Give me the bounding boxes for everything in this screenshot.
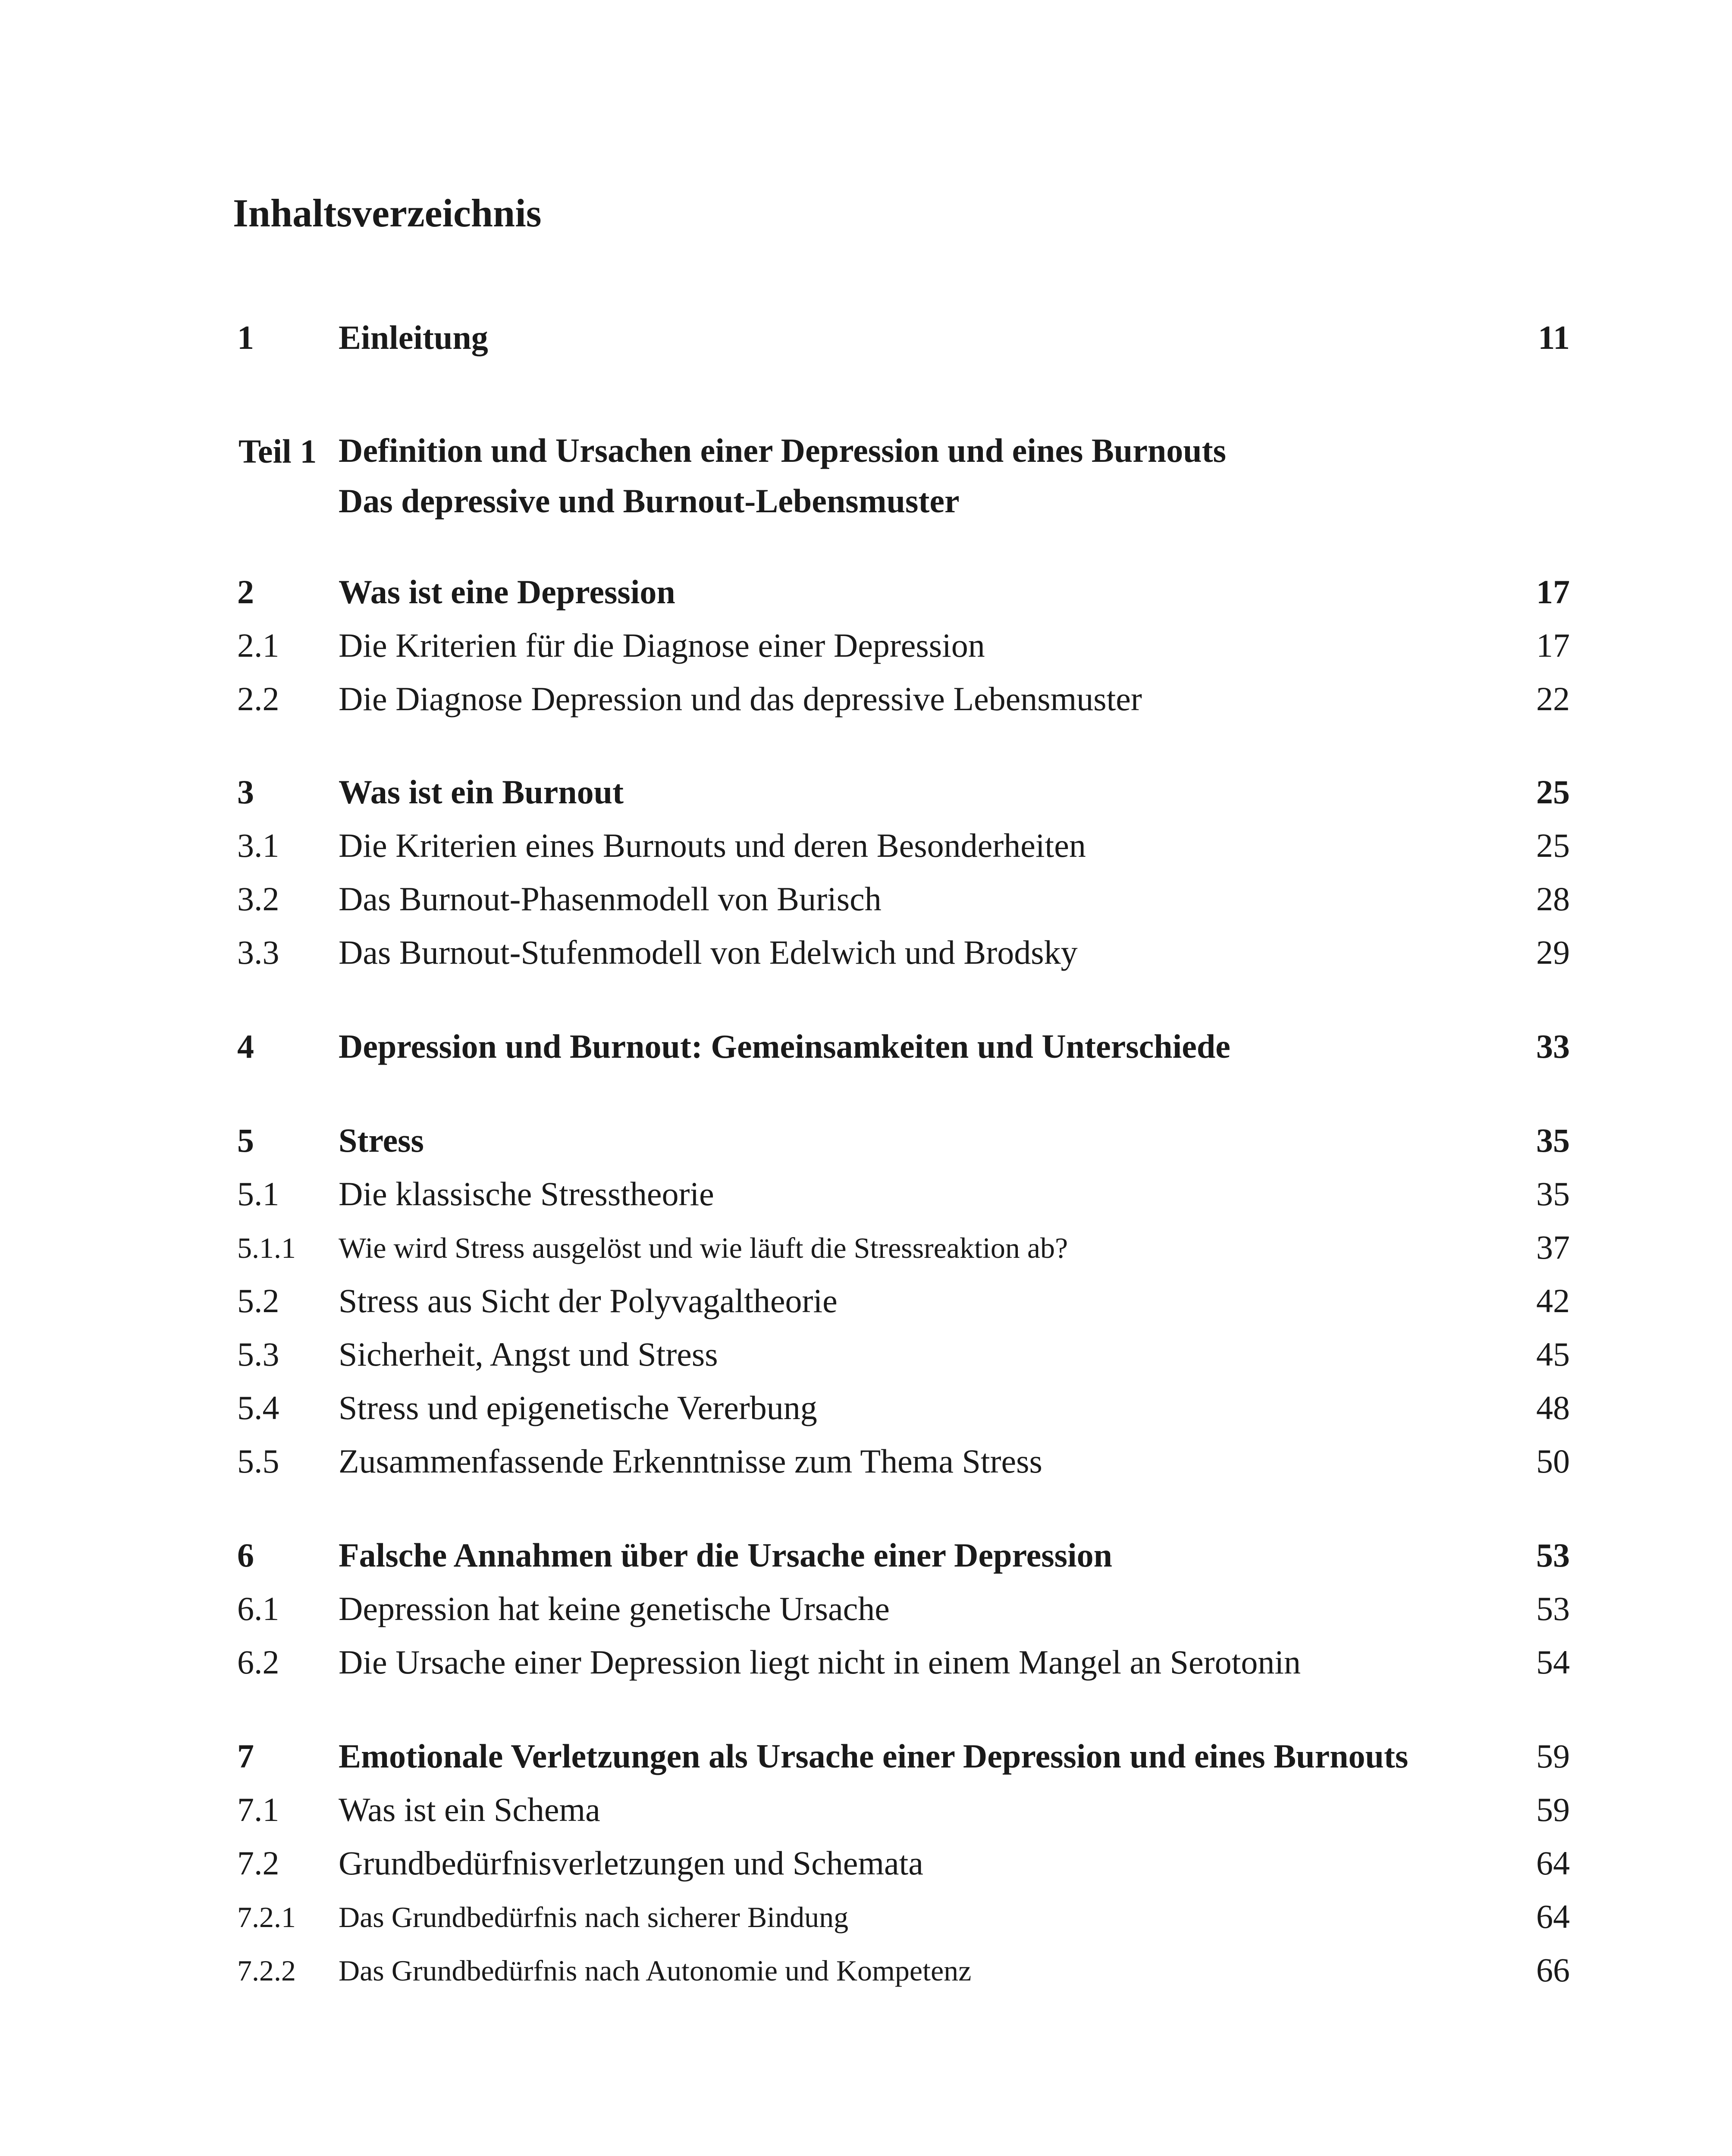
entry-number: 2.1 <box>237 627 279 664</box>
entry-title: Sicherheit, Angst und Stress <box>339 1335 718 1373</box>
entry-number: 6 <box>237 1536 254 1574</box>
entry-title: Die Diagnose Depression und das depressive Lebensmuster <box>339 680 1142 718</box>
entry-page: 17 <box>1536 573 1570 611</box>
entry-number: 5.2 <box>237 1282 279 1319</box>
entry-number: 3.3 <box>237 934 279 971</box>
entry-title: Definition und Ursachen einer Depression und eines Burnouts <box>339 432 1226 469</box>
entry-title: Was ist ein Schema <box>339 1791 600 1828</box>
entry-title: Depression und Burnout: Gemeinsamkeiten und Unterschiede <box>339 1028 1230 1065</box>
entry-page: 11 <box>1538 319 1570 356</box>
entry-page: 53 <box>1536 1536 1570 1574</box>
entry-title: Was ist eine Depression <box>339 573 675 611</box>
entry-number: 1 <box>237 319 254 356</box>
entry-number: 2.2 <box>237 680 279 718</box>
entry-title: Stress <box>339 1122 424 1159</box>
entry-number: 2 <box>237 573 254 611</box>
entry-title: Falsche Annahmen über die Ursache einer Depression <box>339 1536 1113 1574</box>
entry-title: Das Grundbedürfnis nach Autonomie und Kompetenz <box>339 1954 972 1987</box>
entry-page: 37 <box>1536 1228 1570 1266</box>
entry-title: Emotionale Verletzungen als Ursache einer Depression und eines Burnouts <box>339 1737 1409 1775</box>
entry-title: Die klassische Stresstheorie <box>339 1175 714 1213</box>
entry-title: Die Kriterien eines Burnouts und deren Besonderheiten <box>339 827 1086 864</box>
entry-title: Wie wird Stress ausgelöst und wie läuft die Stressreaktion ab? <box>339 1232 1068 1264</box>
entry-page: 59 <box>1536 1737 1570 1775</box>
entry-title: Einleitung <box>339 319 488 356</box>
entry-page: 59 <box>1536 1791 1570 1828</box>
entry-number: 5.1.1 <box>237 1232 296 1264</box>
entry-page: 29 <box>1536 934 1570 971</box>
entry-number: 3.2 <box>237 880 279 918</box>
entry-page: 33 <box>1536 1028 1570 1065</box>
entry-title: Das Burnout-Phasenmodell von Burisch <box>339 880 882 918</box>
entry-number: 3.1 <box>237 827 279 864</box>
entry-number: 7.1 <box>237 1791 279 1828</box>
entry-title: Grundbedürfnisverletzungen und Schemata <box>339 1844 923 1882</box>
entry-number: 4 <box>237 1028 254 1065</box>
entry-title: Stress aus Sicht der Polyvagaltheorie <box>339 1282 838 1319</box>
entry-title: Das Grundbedürfnis nach sicherer Bindung <box>339 1901 849 1934</box>
entry-subtitle: Das depressive und Burnout-Lebensmuster <box>339 482 960 520</box>
entry-title: Die Ursache einer Depression liegt nicht in einem Mangel an Serotonin <box>339 1643 1301 1681</box>
entry-page: 50 <box>1536 1442 1570 1480</box>
entry-page: 66 <box>1536 1951 1570 1989</box>
entry-page: 64 <box>1536 1844 1570 1882</box>
entry-page: 45 <box>1536 1335 1570 1373</box>
entry-number: 6.1 <box>237 1590 279 1627</box>
entry-number: 5.3 <box>237 1335 279 1373</box>
entry-number: 3 <box>237 773 254 811</box>
entry-number: Teil 1 <box>238 432 317 470</box>
entry-number: 6.2 <box>237 1643 279 1681</box>
entry-page: 28 <box>1536 880 1570 918</box>
entry-page: 54 <box>1536 1643 1570 1681</box>
entry-title: Zusammenfassende Erkenntnisse zum Thema Stress <box>339 1442 1042 1480</box>
entry-title: Die Kriterien für die Diagnose einer Depression <box>339 627 985 664</box>
entry-page: 64 <box>1536 1898 1570 1935</box>
entry-title-block <box>339 425 1226 526</box>
page-title: Inhaltsverzeichnis <box>233 191 542 235</box>
entry-number: 5.4 <box>237 1389 279 1426</box>
entry-number: 5.1 <box>237 1175 279 1213</box>
entry-page: 35 <box>1536 1122 1570 1159</box>
entry-page: 22 <box>1536 680 1570 718</box>
entry-page: 25 <box>1536 773 1570 811</box>
entry-number: 7 <box>237 1737 254 1775</box>
entry-title: Depression hat keine genetische Ursache <box>339 1590 890 1627</box>
entry-page: 53 <box>1536 1590 1570 1627</box>
entry-page: 35 <box>1536 1175 1570 1213</box>
entry-page: 42 <box>1536 1282 1570 1319</box>
entry-number: 7.2 <box>237 1844 279 1882</box>
entry-number: 5 <box>237 1122 254 1159</box>
entry-page: 17 <box>1536 627 1570 664</box>
entry-number: 5.5 <box>237 1442 279 1480</box>
entry-title: Was ist ein Burnout <box>339 773 624 811</box>
entry-page: 25 <box>1536 827 1570 864</box>
entry-number: 7.2.1 <box>237 1901 296 1934</box>
entry-page: 48 <box>1536 1389 1570 1426</box>
entry-title: Stress und epigenetische Vererbung <box>339 1389 817 1426</box>
entry-number: 7.2.2 <box>237 1954 296 1987</box>
entry-title: Das Burnout-Stufenmodell von Edelwich und Brodsky <box>339 934 1078 971</box>
